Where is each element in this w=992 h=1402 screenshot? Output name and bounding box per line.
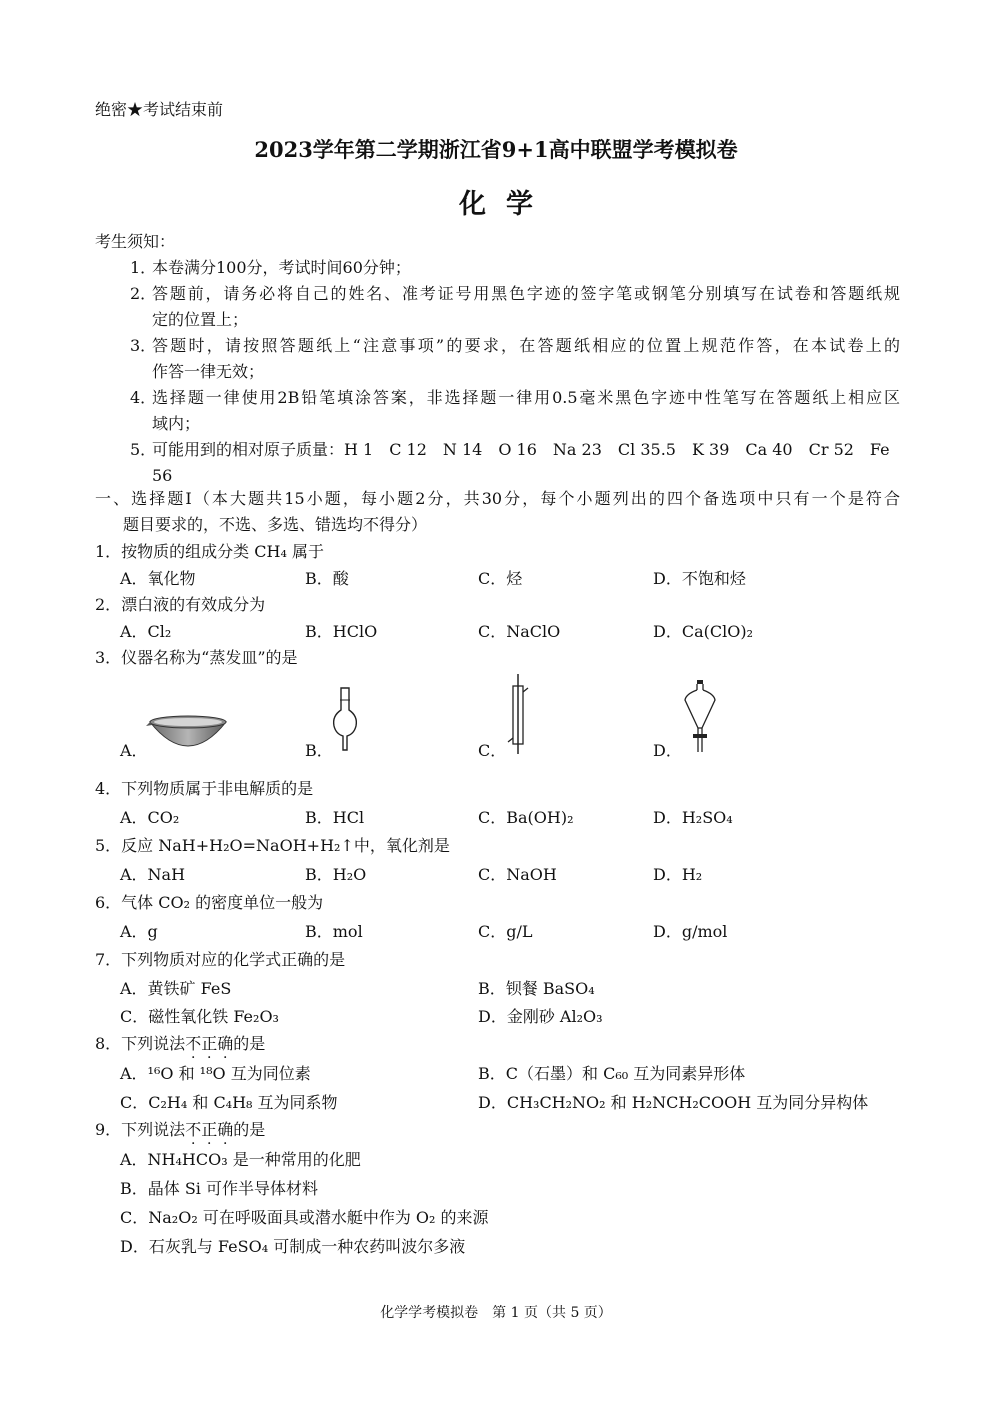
q9-option-d[interactable]: D．石灰乳与 FeSO₄ 可制成一种农药叫波尔多液 <box>120 1237 466 1256</box>
q8-option-d[interactable]: D．CH₃CH₂NO₂ 和 H₂NCH₂COOH 互为同分异构体 <box>478 1093 869 1112</box>
q2-option-a[interactable]: A．Cl₂ <box>120 622 172 641</box>
notice-heading: 考生须知： <box>95 232 176 251</box>
emphasis-dot-char: 不 <box>185 1034 202 1053</box>
q1-option-b[interactable]: B．酸 <box>305 569 349 588</box>
emphasis-dot-char: 不 <box>185 1120 202 1139</box>
question-4-stem: 4．下列物质属于非电解质的是 <box>95 779 314 798</box>
q4-option-b[interactable]: B．HCl <box>305 808 365 827</box>
question-2-stem: 2．漂白液的有效成分为 <box>95 595 266 614</box>
section-heading-line2: 题目要求的，不选、多选、错选均不得分） <box>123 515 428 534</box>
q8-option-b[interactable]: B．C（石墨）和 C₆₀ 互为同素异形体 <box>478 1064 746 1083</box>
q4-option-d[interactable]: D．H₂SO₄ <box>653 808 733 827</box>
question-5-stem: 5．反应 NaH+H₂O=NaOH+H₂↑中，氧化剂是 <box>95 836 450 855</box>
q3-option-c[interactable]: C． <box>478 741 507 760</box>
question-9-stem <box>95 1117 265 1140</box>
q9-option-a[interactable]: A．NH₄HCO₃ 是一种常用的化肥 <box>120 1150 361 1169</box>
emphasis-dot-char: 确 <box>217 1034 234 1053</box>
notice-num: 1． <box>130 258 157 277</box>
q7-option-c[interactable]: C．磁性氧化铁 Fe₂O₃ <box>120 1007 279 1026</box>
q6-option-d[interactable]: D．g/mol <box>653 922 728 941</box>
question-1-stem: 1．按物质的组成分类 CH₄ 属于 <box>95 542 324 561</box>
q9-stem-post: 的是 <box>233 1120 266 1139</box>
subject-title: 化学 <box>459 189 553 220</box>
emphasis-dot-char: 确 <box>217 1120 234 1139</box>
emphasis-dot-char: 正 <box>201 1120 218 1139</box>
q3-option-a[interactable]: A． <box>120 741 148 760</box>
question-8-stem <box>95 1031 265 1054</box>
q9-option-b[interactable]: B．晶体 Si 可作半导体材料 <box>120 1179 319 1198</box>
question-6-stem: 6．气体 CO₂ 的密度单位一般为 <box>95 893 324 912</box>
notice-text-cont: 域内； <box>152 414 201 433</box>
condenser-icon[interactable] <box>506 674 530 754</box>
notice-item-4 <box>130 385 900 437</box>
q4-option-a[interactable]: A．CO₂ <box>120 808 180 827</box>
q3-option-b[interactable]: B． <box>305 741 333 760</box>
notice-text-cont: 作答一律无效； <box>152 362 265 381</box>
page-footer: 化学学考模拟卷 第 1 页（共 5 页） <box>380 1305 612 1321</box>
q3-option-d[interactable]: D． <box>653 741 682 760</box>
q8-option-c[interactable]: C．C₂H₄ 和 C₄H₈ 互为同系物 <box>120 1093 338 1112</box>
notice-num: 4． <box>130 388 157 407</box>
notice-text-cont: 定的位置上； <box>152 310 249 329</box>
q2-option-b[interactable]: B．HClO <box>305 622 378 641</box>
q6-option-b[interactable]: B．mol <box>305 922 363 941</box>
q8-stem-post: 的是 <box>233 1034 266 1053</box>
q6-option-a[interactable]: A．g <box>120 922 158 941</box>
notice-item-1 <box>130 255 900 281</box>
q7-option-a[interactable]: A．黄铁矿 FeS <box>120 979 232 998</box>
notice-num: 2． <box>130 284 157 303</box>
q5-option-a[interactable]: A．NaH <box>120 865 186 884</box>
secret-label: 绝密★考试结束前 <box>95 100 224 119</box>
notice-item-2 <box>130 281 900 333</box>
notice-text: 本卷满分100分，考试时间60分钟； <box>152 258 411 277</box>
notice-text: 答题时，请按照答题纸上“注意事项”的要求，在答题纸相应的位置上规范作答，在本试卷上的 <box>152 336 900 355</box>
question-7-stem: 7．下列物质对应的化学式正确的是 <box>95 950 346 969</box>
notice-text: 可能用到的相对原子质量：H 1 C 12 N 14 O 16 Na 23 Cl 35.5 K 39 Ca 40 Cr 52 Fe 56 <box>152 440 890 485</box>
notice-item-3 <box>130 333 900 385</box>
notice-num: 5． <box>130 440 157 459</box>
q2-option-d[interactable]: D．Ca(ClO)₂ <box>653 622 753 641</box>
q4-option-c[interactable]: C．Ba(OH)₂ <box>478 808 574 827</box>
notice-num: 3． <box>130 336 157 355</box>
separatory-funnel-icon[interactable] <box>682 680 718 754</box>
q5-option-c[interactable]: C．NaOH <box>478 865 557 884</box>
q7-option-d[interactable]: D．金刚砂 Al₂O₃ <box>478 1007 603 1026</box>
question-3-stem: 3．仪器名称为“蒸发皿”的是 <box>95 648 298 667</box>
q1-option-d[interactable]: D．不饱和烃 <box>653 569 746 588</box>
evaporating-dish-icon[interactable] <box>146 712 230 756</box>
q1-option-c[interactable]: C．烃 <box>478 569 523 588</box>
notice-text: 答题前，请务必将自己的姓名、准考证号用黑色字迹的签字笔或钢笔分别填写在试卷和答题纸规 <box>152 284 900 303</box>
section-heading <box>95 486 900 538</box>
q5-option-d[interactable]: D．H₂ <box>653 865 703 884</box>
q1-option-a[interactable]: A．氧化物 <box>120 569 196 588</box>
exam-title: 2023学年第二学期浙江省9+1高中联盟学考模拟卷 <box>254 137 738 162</box>
volumetric-flask-icon[interactable] <box>330 686 360 752</box>
q9-stem-pre: 9．下列说法 <box>95 1120 186 1139</box>
q7-option-b[interactable]: B．钡餐 BaSO₄ <box>478 979 595 998</box>
section-heading-line1: 一、选择题Ⅰ（本大题共15小题，每小题2分，共30分，每个小题列出的四个备选项中只有一个是符合 <box>95 489 900 508</box>
q5-option-b[interactable]: B．H₂O <box>305 865 367 884</box>
notice-item-5 <box>130 437 900 489</box>
q6-option-c[interactable]: C．g/L <box>478 922 533 941</box>
q8-stem-pre: 8．下列说法 <box>95 1034 186 1053</box>
q8-option-a[interactable]: A．¹⁶O 和 ¹⁸O 互为同位素 <box>120 1064 311 1083</box>
emphasis-dot-char: 正 <box>201 1034 218 1053</box>
q2-option-c[interactable]: C．NaClO <box>478 622 561 641</box>
q9-option-c[interactable]: C．Na₂O₂ 可在呼吸面具或潜水艇中作为 O₂ 的来源 <box>120 1208 489 1227</box>
notice-text: 选择题一律使用2B铅笔填涂答案，非选择题一律用0.5毫米黑色字迹中性笔写在答题纸上相应区 <box>152 388 900 407</box>
